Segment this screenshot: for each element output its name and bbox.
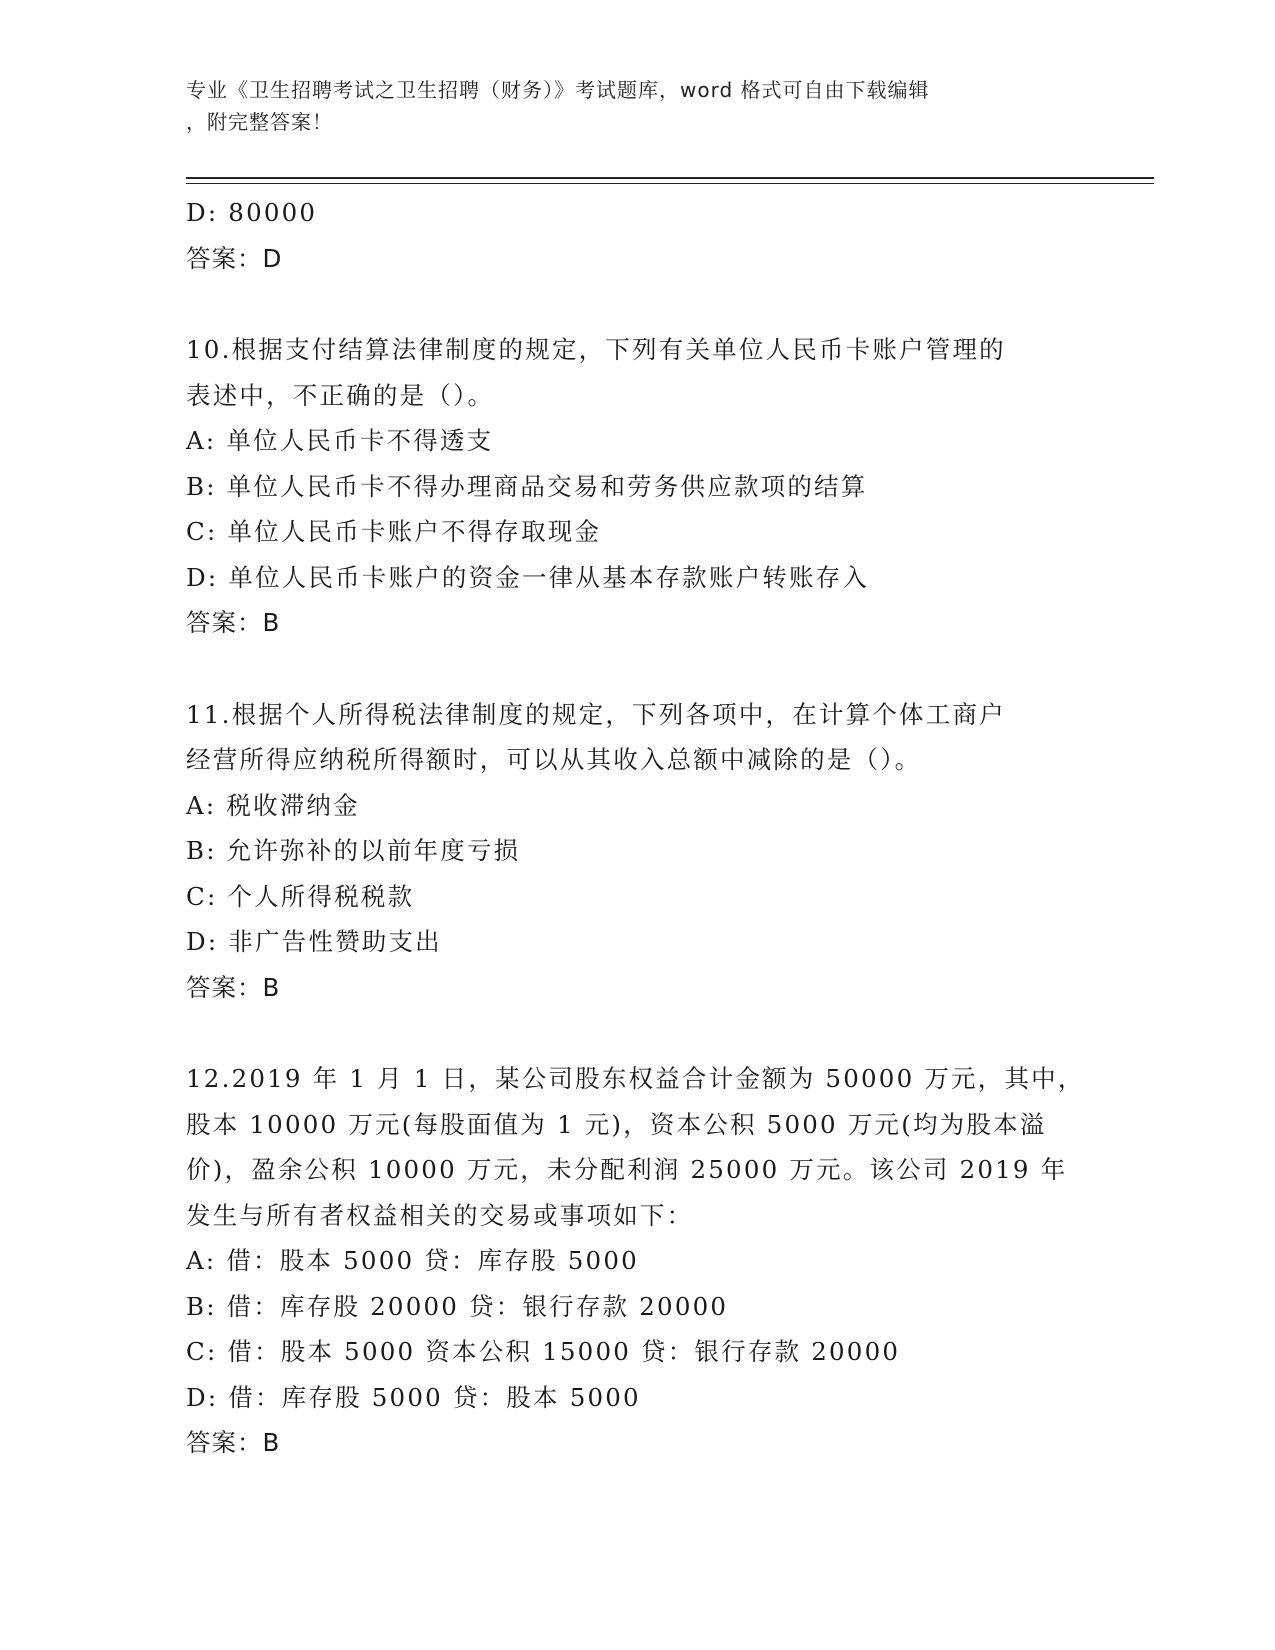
document-header — [186, 74, 1066, 138]
answer: 答案：B — [186, 608, 281, 637]
answer: 答案：B — [186, 1428, 281, 1457]
option-d: D: 非广告性赞助支出 — [186, 927, 442, 956]
option-c: C: 借：股本 5000 资本公积 15000 贷：银行存款 20000 — [186, 1337, 901, 1366]
option-a: A: 单位人民币卡不得透支 — [186, 426, 494, 455]
option-b: B: 单位人民币卡不得办理商品交易和劳务供应款项的结算 — [186, 471, 868, 501]
option-a: A: 税收滞纳金 — [186, 790, 360, 820]
question-stem: 价)，盈余公积 10000 万元，未分配利润 25000 万元。该公司 2019 年 — [186, 1155, 1068, 1184]
option-c: C: 单位人民币卡账户不得存取现金 — [186, 517, 602, 546]
option-d: D: 80000 — [186, 198, 318, 227]
question-11 — [186, 692, 1086, 1011]
header-divider-thick — [186, 177, 1154, 179]
question-10 — [186, 327, 1086, 646]
header-line-2: ，附完整答案！ — [186, 110, 333, 134]
question-stem: 股本 10000 万元(每股面值为 1 元)，资本公积 5000 万元(均为股本溢 — [186, 1109, 1047, 1139]
header-line-1: 专业《卫生招聘考试之卫生招聘（财务）》考试题库，word 格式可自由下载编辑 — [186, 78, 930, 102]
question-stem: 10.根据支付结算法律制度的规定，下列有关单位人民币卡账户管理的 — [186, 335, 1006, 364]
option-c: C: 个人所得税税款 — [186, 881, 415, 911]
option-a: A: 借：股本 5000 贷：库存股 5000 — [186, 1246, 639, 1275]
option-d: D: 借：库存股 5000 贷：股本 5000 — [186, 1382, 641, 1412]
answer: 答案：B — [186, 972, 281, 1002]
question-stem: 表述中，不正确的是（）。 — [186, 380, 495, 410]
option-d: D: 单位人民币卡账户的资金一律从基本存款账户转账存入 — [186, 562, 870, 592]
spacer — [186, 1010, 1086, 1056]
question-stem: 经营所得应纳税所得额时，可以从其收入总额中减除的是（）。 — [186, 745, 922, 774]
question-stem: 发生与所有者权益相关的交易或事项如下： — [186, 1200, 694, 1230]
answer: 答案：D — [186, 243, 283, 273]
header-divider-thin — [186, 183, 1154, 184]
option-b: B: 借：库存股 20000 贷：银行存款 20000 — [186, 1291, 729, 1321]
spacer — [186, 646, 1086, 692]
question-stem: 11.根据个人所得税法律制度的规定，下列各项中，在计算个体工商户 — [186, 699, 1006, 729]
question-stem: 12.2019 年 1 月 1 日，某公司股东权益合计金额为 50000 万元，其中， — [186, 1064, 1085, 1093]
question-12 — [186, 1056, 1086, 1466]
option-b: B: 允许弥补的以前年度亏损 — [186, 836, 521, 865]
previous-question-tail — [186, 190, 1086, 281]
spacer — [186, 281, 1086, 327]
document-body — [186, 190, 1086, 1466]
